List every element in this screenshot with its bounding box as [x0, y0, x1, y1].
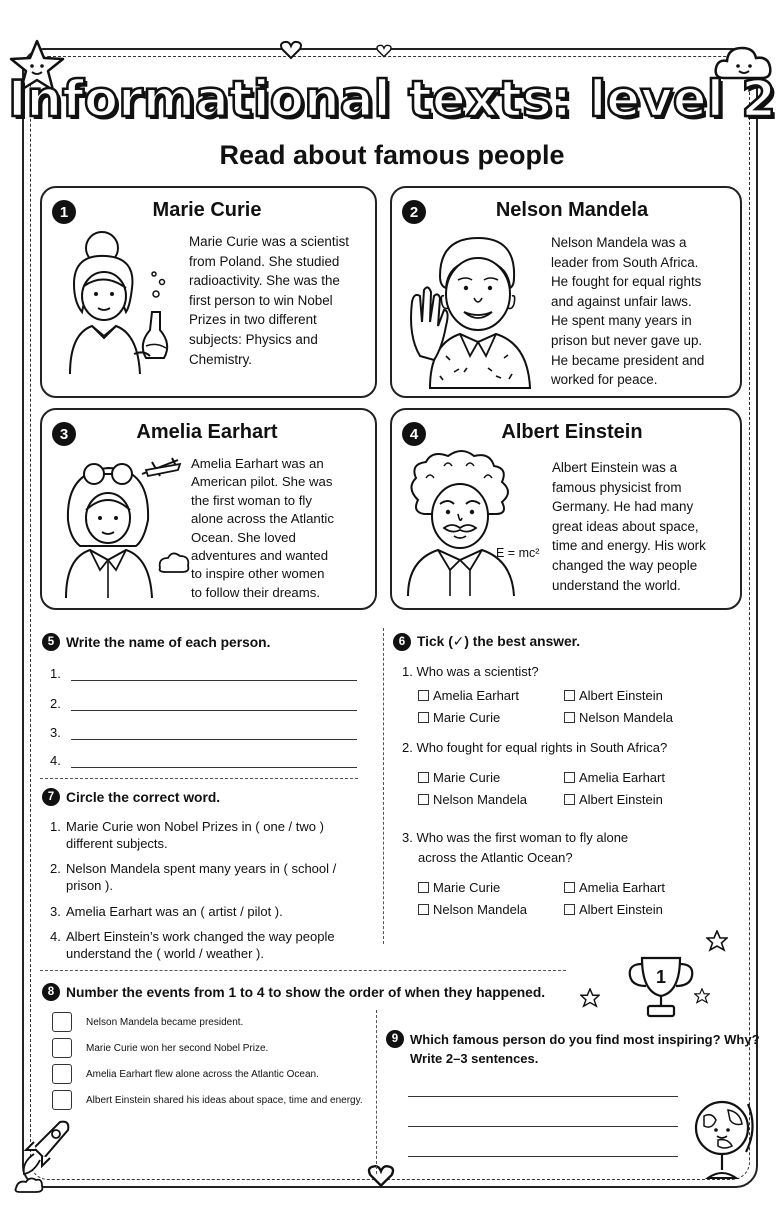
heart-icon: [367, 1164, 395, 1188]
star-icon: [694, 988, 710, 1004]
card-text-line: He spent many years in: [551, 313, 692, 329]
q5-item-number: 1.: [50, 666, 61, 681]
q9-number-badge: 9: [386, 1030, 404, 1048]
card-text-line: Germany. He had many: [552, 499, 694, 515]
q6-question-line: 3. Who was the first woman to fly alone: [402, 830, 629, 845]
card-text: [191, 455, 371, 602]
card-text-line: from Poland. She studied: [189, 253, 340, 269]
checkbox[interactable]: [564, 904, 575, 915]
q9-heading: [386, 1030, 760, 1068]
q7-item-text[interactable]: [66, 928, 366, 962]
q8-order-box[interactable]: [52, 1038, 72, 1058]
checkbox[interactable]: [564, 772, 575, 783]
card-name: Nelson Mandela: [495, 199, 649, 221]
amelia-earhart-portrait: [60, 450, 195, 600]
q5-answer-line[interactable]: [50, 696, 357, 711]
q5-number-badge: 5: [42, 633, 60, 651]
q7-item-text[interactable]: [66, 860, 366, 894]
q6-option[interactable]: Nelson Mandela: [418, 792, 527, 807]
q7-item-line: Albert Einstein’s work changed the way people: [66, 929, 335, 944]
checkbox[interactable]: [564, 794, 575, 805]
card-text-line: Prizes in two different: [189, 312, 317, 328]
section-divider: [40, 970, 566, 971]
card-amelia-earhart: [40, 408, 377, 610]
card-text-line: great ideas about space,: [552, 518, 699, 534]
card-text-line: Amelia Earhart was an: [191, 456, 324, 471]
page-title: Informational texts: level 2: [7, 70, 777, 128]
card-text-line: to follow their dreams.: [191, 584, 320, 600]
section-divider: [40, 778, 358, 779]
q6-option[interactable]: Amelia Earhart: [564, 880, 665, 895]
section-divider: [376, 1010, 377, 1174]
q8-number-badge: 8: [42, 983, 60, 1001]
card-text-line: and against unfair laws.: [551, 293, 692, 309]
card-number-badge: 4: [402, 422, 426, 446]
q9-answer-line[interactable]: [408, 1096, 678, 1097]
checkbox[interactable]: [564, 712, 575, 723]
card-text-line: changed the way people: [552, 557, 698, 573]
card-text-line: He became president and: [551, 352, 705, 368]
checkbox[interactable]: [418, 690, 429, 701]
card-text: [189, 232, 369, 369]
q6-number-badge: 6: [393, 633, 411, 651]
checkbox[interactable]: [418, 772, 429, 783]
q7-item-line: Amelia Earhart was an ( artist / pilot ).: [66, 904, 283, 919]
q7-title: Circle the correct word.: [66, 789, 221, 805]
card-albert-einstein: [390, 408, 742, 610]
q7-item-number: 2.: [50, 861, 61, 876]
q7-item-number: 4.: [50, 929, 61, 944]
q9-answer-line[interactable]: [408, 1126, 678, 1127]
section-divider: [383, 628, 384, 944]
card-text-line: understand the world.: [552, 577, 681, 593]
q7-number-badge: 7: [42, 788, 60, 806]
card-text-line: Ocean. She loved: [191, 529, 296, 545]
q6-option[interactable]: Nelson Mandela: [564, 710, 673, 725]
card-text-line: famous physicist from: [552, 479, 682, 495]
card-text-line: American pilot. She was: [191, 474, 333, 490]
checkbox[interactable]: [418, 882, 429, 893]
q8-event: Amelia Earhart flew alone across the Atlantic Ocean.: [86, 1069, 319, 1080]
card-text-line: He fought for equal rights: [551, 274, 702, 290]
rocket-icon: [12, 1118, 74, 1194]
heart-icon: [280, 40, 302, 60]
q7-item-line: understand the ( world / weather ).: [66, 946, 264, 961]
q6-option[interactable]: Marie Curie: [418, 710, 500, 725]
q8-event: Albert Einstein shared his ideas about space, time and energy.: [86, 1095, 363, 1106]
card-text-line: leader from South Africa.: [551, 254, 699, 270]
q7-heading: [42, 788, 220, 806]
q7-item-text[interactable]: [66, 818, 366, 852]
q6-option[interactable]: Albert Einstein: [564, 688, 663, 703]
q5-heading: [42, 633, 270, 651]
q6-option[interactable]: Albert Einstein: [564, 902, 663, 917]
q5-item-number: 4.: [50, 753, 61, 768]
card-text: [552, 458, 737, 595]
card-text-line: subjects: Physics and: [189, 331, 318, 347]
card-text: [551, 233, 736, 390]
card-text-line: time and energy. His work: [552, 538, 706, 554]
card-text-line: adventures and wanted: [191, 548, 329, 564]
card-marie-curie: [40, 186, 377, 398]
trophy-icon: [622, 950, 700, 1022]
q6-option[interactable]: Nelson Mandela: [418, 902, 527, 917]
card-text-line: Nelson Mandela was a: [551, 235, 687, 250]
q6-option[interactable]: Marie Curie: [418, 770, 500, 785]
nelson-mandela-portrait: [400, 226, 550, 391]
q5-item-number: 3.: [50, 725, 61, 740]
q8-title: Number the events from 1 to 4 to show the order of when they happened.: [66, 984, 546, 1000]
q9-title-line: Write 2–3 sentences.: [410, 1051, 539, 1066]
marie-curie-portrait: [60, 226, 190, 376]
q6-question: 1. Who was a scientist?: [402, 664, 539, 679]
card-text-line: Albert Einstein was a: [552, 460, 678, 475]
card-text-line: alone across the Atlantic: [191, 511, 334, 527]
q6-question-line: across the Atlantic Ocean?: [418, 850, 573, 865]
q8-event: Nelson Mandela became president.: [86, 1017, 244, 1028]
q7-item-text[interactable]: [66, 903, 366, 920]
page-subtitle: Read about famous people: [219, 140, 565, 170]
q5-answer-line[interactable]: [50, 725, 357, 740]
card-number-badge: 1: [52, 200, 76, 224]
q7-item-number: 3.: [50, 904, 61, 919]
card-name: Albert Einstein: [501, 421, 643, 443]
q7-item-line: Nelson Mandela spent many years in ( school /: [66, 861, 337, 876]
card-nelson-mandela: [390, 186, 742, 398]
q7-item-line: different subjects.: [66, 836, 168, 851]
q6-title: Tick (✓) the best answer.: [417, 634, 581, 649]
checkbox[interactable]: [418, 904, 429, 915]
star-icon: [580, 988, 600, 1008]
q5-title: Write the name of each person.: [66, 634, 271, 650]
trophy-number: 1: [655, 967, 667, 987]
q7-item-line: prison ).: [66, 878, 113, 893]
checkbox[interactable]: [564, 690, 575, 701]
q6-option[interactable]: Amelia Earhart: [418, 688, 519, 703]
q7-item-line: Marie Curie won Nobel Prizes in ( one / two ): [66, 819, 324, 834]
card-number-badge: 2: [402, 200, 426, 224]
card-text-line: prison but never gave up.: [551, 332, 703, 348]
q6-question: 2. Who fought for equal rights in South Africa?: [402, 740, 668, 755]
checkbox[interactable]: [418, 712, 429, 723]
q9-title-line: Which famous person do you find most inspiring? Why?: [410, 1032, 760, 1047]
q6-question: [402, 828, 628, 868]
q5-answer-line[interactable]: [50, 666, 357, 681]
checkbox[interactable]: [418, 794, 429, 805]
card-text-line: Chemistry.: [189, 351, 252, 367]
q6-heading: [393, 633, 580, 651]
heart-icon: [376, 44, 392, 58]
q8-heading: [42, 983, 545, 1001]
q5-answer-line[interactable]: [50, 753, 357, 768]
q8-order-box[interactable]: [52, 1090, 72, 1110]
q5-item-number: 2.: [50, 696, 61, 711]
card-text-line: Marie Curie was a scientist: [189, 234, 349, 249]
q8-event: Marie Curie won her second Nobel Prize.: [86, 1043, 269, 1054]
star-icon: [706, 930, 728, 952]
card-text-line: radioactivity. She was the: [189, 273, 340, 289]
card-number-badge: 3: [52, 422, 76, 446]
card-name: Marie Curie: [152, 199, 262, 221]
card-text-line: worked for peace.: [551, 372, 658, 388]
albert-einstein-portrait: [404, 448, 529, 598]
q6-option[interactable]: Albert Einstein: [564, 792, 663, 807]
card-text-line: the first woman to fly: [191, 492, 312, 508]
einstein-formula: E = mc²: [496, 546, 540, 560]
checkbox[interactable]: [564, 882, 575, 893]
q6-option[interactable]: Amelia Earhart: [564, 770, 665, 785]
card-text-line: first person to win Nobel: [189, 292, 333, 308]
q6-option[interactable]: Marie Curie: [418, 880, 500, 895]
card-name: Amelia Earhart: [136, 421, 278, 443]
q7-item-number: 1.: [50, 819, 61, 834]
q8-order-box[interactable]: [52, 1064, 72, 1084]
card-text-line: to inspire other women: [191, 566, 325, 582]
q9-answer-line[interactable]: [408, 1156, 678, 1157]
globe-icon: [688, 1090, 762, 1186]
q8-order-box[interactable]: [52, 1012, 72, 1032]
